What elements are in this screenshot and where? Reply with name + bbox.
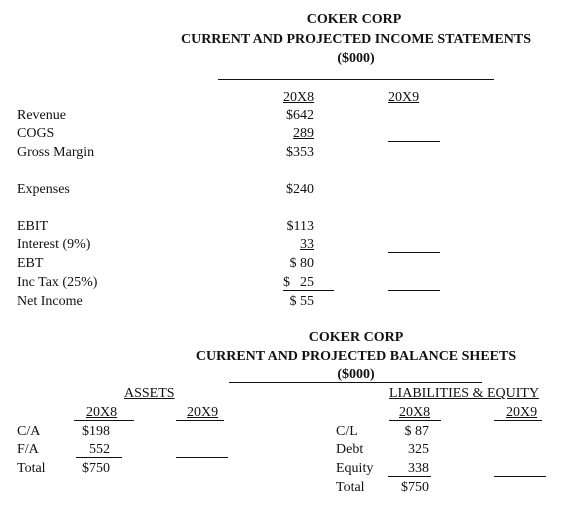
value-ebit-20x8: $113: [286, 219, 314, 234]
value-expenses-20x8: $240: [286, 182, 314, 197]
row-label-inc-tax: Inc Tax (25%): [17, 275, 98, 290]
liabilities-label-debt: Debt: [336, 442, 364, 457]
blank-inc-tax-20x9: [388, 290, 440, 291]
assets-label-ca: C/A: [17, 424, 41, 439]
value-cogs-20x8: 289: [293, 126, 314, 141]
liabilities-value-cl-20x8: $ 87: [404, 424, 429, 439]
blank-cogs-20x9: [388, 141, 440, 142]
balance-company-name: COKER CORP: [308, 330, 404, 345]
income-header-rule: [218, 79, 494, 80]
assets-col-20x9: 20X9: [187, 405, 219, 420]
value-inc-tax-20x8: 25: [300, 275, 314, 290]
value-interest-20x8: 33: [300, 237, 314, 252]
row-label-net-income: Net Income: [17, 294, 83, 309]
liabilities-label-cl: C/L: [336, 424, 358, 439]
liabilities-value-equity-20x8: 338: [408, 461, 429, 476]
blank-assets-fa-20x9: [176, 457, 228, 458]
row-label-ebt: EBT: [17, 256, 44, 271]
assets-value-fa-20x8: 552: [89, 442, 110, 457]
income-col-20x8: 20X8: [283, 90, 315, 105]
assets-label-fa: F/A: [17, 442, 39, 457]
liabilities-equity-20x8-underline: [388, 476, 431, 477]
row-label-cogs: COGS: [17, 126, 55, 141]
assets-value-ca-20x8: $198: [82, 424, 110, 439]
balance-header-rule: [229, 382, 482, 383]
assets-label-total: Total: [17, 461, 46, 476]
row-label-ebit: EBIT: [17, 219, 49, 234]
liabilities-col-20x8: 20X8: [399, 405, 431, 420]
assets-fa-20x8-underline: [76, 457, 122, 458]
liabilities-label-total: Total: [336, 480, 365, 495]
balance-units: ($000): [337, 367, 375, 382]
assets-value-total-20x8: $750: [82, 461, 110, 476]
income-col-20x9: 20X9: [388, 90, 420, 105]
income-company-name: COKER CORP: [306, 12, 402, 27]
assets-heading: ASSETS: [124, 386, 175, 401]
income-statement-title: CURRENT AND PROJECTED INCOME STATEMENTS: [180, 32, 532, 47]
row-label-interest: Interest (9%): [17, 237, 91, 252]
value-gross-margin-20x8: $353: [286, 145, 314, 160]
liabilities-col-20x9-rule: [494, 420, 542, 421]
liabilities-label-equity: Equity: [336, 461, 374, 476]
income-units: ($000): [337, 51, 375, 66]
row-label-expenses: Expenses: [17, 182, 70, 197]
inc-tax-20x8-underline: [283, 290, 334, 291]
liabilities-value-total-20x8: $750: [401, 480, 429, 495]
blank-liabilities-equity-20x9: [494, 476, 546, 477]
blank-interest-20x9: [388, 252, 440, 253]
liabilities-value-debt-20x8: 325: [408, 442, 429, 457]
value-revenue-20x8: $642: [286, 108, 314, 123]
liabilities-heading: LIABILITIES & EQUITY: [389, 386, 540, 401]
liabilities-col-20x9: 20X9: [506, 405, 538, 420]
assets-col-20x8-rule: [74, 420, 134, 421]
value-ebt-20x8: $ 80: [289, 256, 314, 271]
row-label-revenue: Revenue: [17, 108, 66, 123]
value-net-income-20x8: $ 55: [289, 294, 314, 309]
value-inc-tax-prefix-20x8: $: [283, 275, 290, 290]
balance-sheet-title: CURRENT AND PROJECTED BALANCE SHEETS: [195, 349, 517, 364]
liabilities-col-20x8-rule: [389, 420, 441, 421]
assets-col-20x9-rule: [176, 420, 224, 421]
assets-col-20x8: 20X8: [86, 405, 118, 420]
row-label-gross-margin: Gross Margin: [17, 145, 95, 160]
